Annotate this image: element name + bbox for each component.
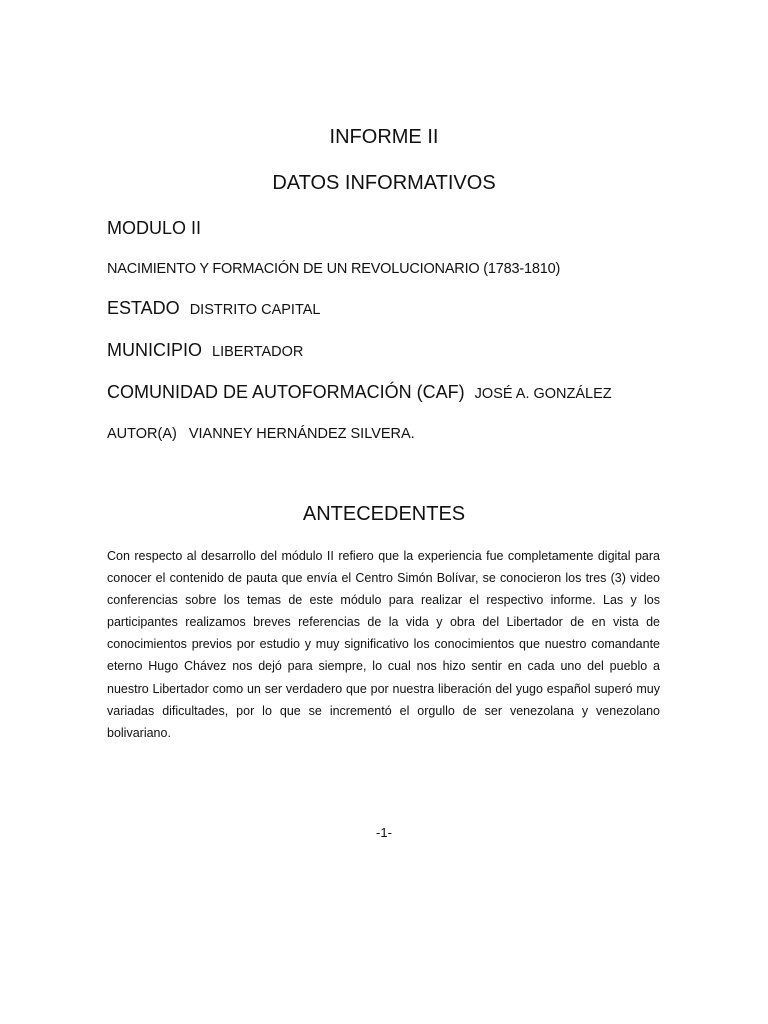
municipio-row: [107, 340, 303, 361]
comunidad-value: JOSÉ A. GONZÁLEZ: [474, 386, 612, 402]
page-number: -1-: [376, 825, 392, 840]
estado-row: [107, 298, 320, 319]
module-heading: MODULO II: [107, 218, 202, 238]
estado-label: ESTADO: [107, 298, 180, 318]
estado-value: DISTRITO CAPITAL: [189, 302, 321, 318]
municipio-label: MUNICIPIO: [107, 340, 203, 360]
municipio-value: LIBERTADOR: [212, 344, 304, 360]
document-title: INFORME II: [329, 126, 439, 148]
document-subtitle: DATOS INFORMATIVOS: [272, 172, 496, 194]
autor-row: [107, 426, 415, 442]
autor-value: VIANNEY HERNÁNDEZ SILVERA.: [188, 426, 415, 442]
module-topic: NACIMIENTO Y FORMACIÓN DE UN REVOLUCIONARIO (1783-1810): [107, 261, 561, 277]
section-heading: ANTECEDENTES: [302, 503, 466, 525]
body-paragraph: Con respecto al desarrollo del módulo II refiero que la experiencia fue completamente digital para conocer el contenido de pauta que envía el Centro Simón Bolívar, se conocieron los tres (3) video conferencias sobre los temas de este módulo para realizar el respectivo informe. Las y los participantes realizamos breves referencias de la vida y obra del Libertador de en vista de conocimientos previos por estudio y muy significativo los conocimientos que nuestro comandante eterno Hugo Chávez nos dejó para siempre, lo cual nos hizo sentir en cada uno del pueblo a nuestro Libertador como un ser verdadero que por nuestra liberación del yugo español superó muy variadas dificultades, por lo que se incrementó el orgullo de ser venezolana y venezolano bolivariano.: [107, 549, 660, 740]
comunidad-row: [107, 382, 612, 403]
comunidad-label: COMUNIDAD DE AUTOFORMACIÓN (CAF): [107, 382, 465, 402]
autor-label: AUTOR(A): [107, 426, 177, 442]
